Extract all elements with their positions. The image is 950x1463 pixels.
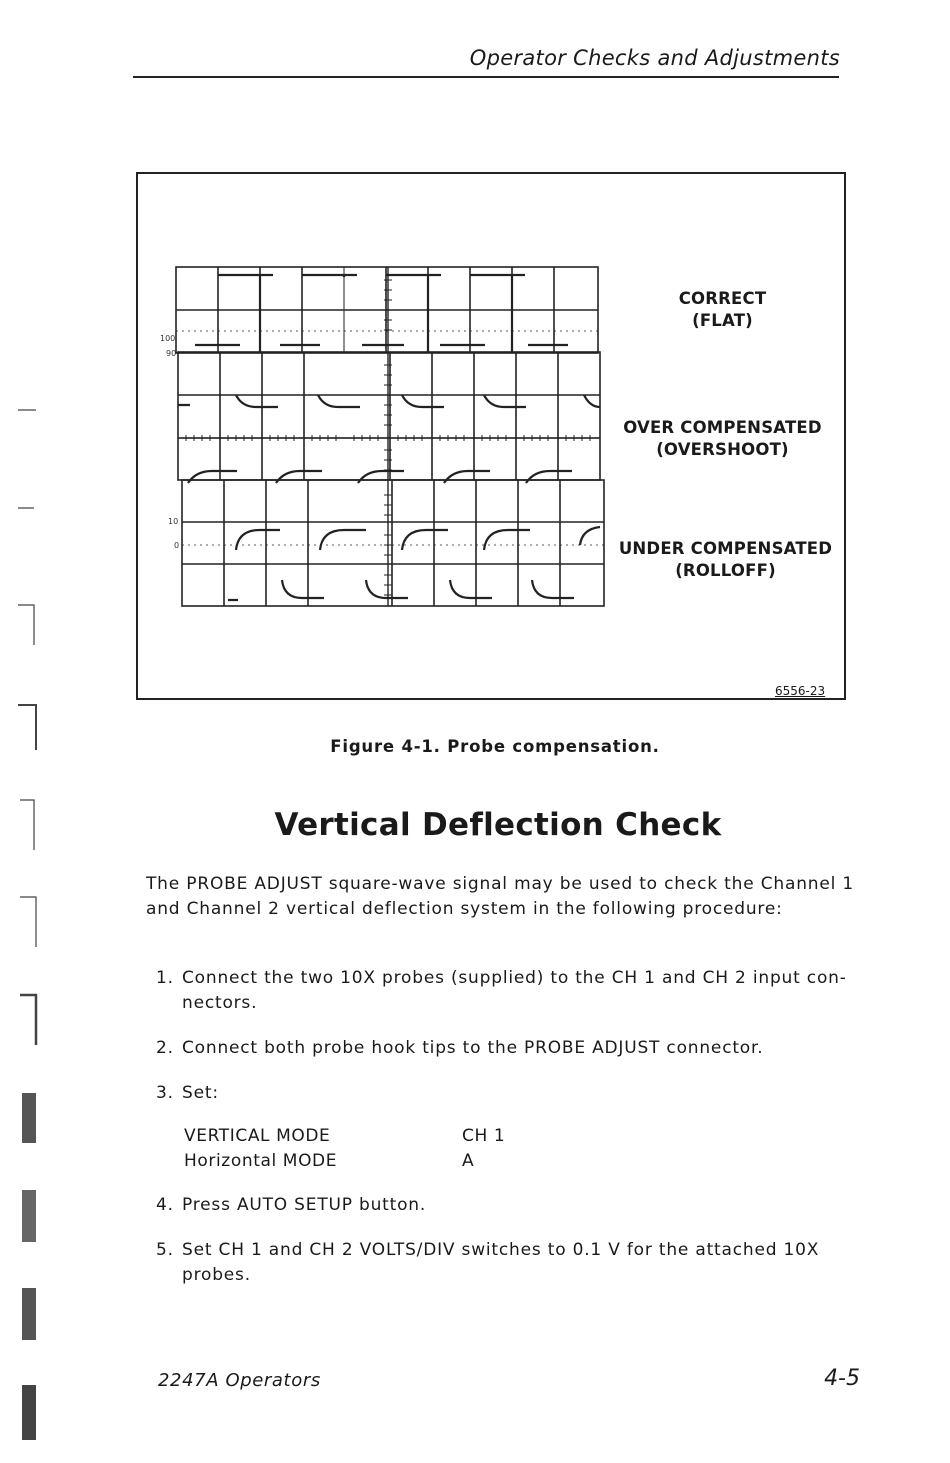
step-number: 1. [156,968,174,988]
label-under-line2: (ROLLOFF) [675,561,776,580]
label-under-compensated [608,538,843,582]
scale-mark-0: 0 [174,541,180,550]
step-number: 4. [156,1195,174,1215]
step-text: Connect the two 10X probes (supplied) to the CH 1 and CH 2 input con- [182,968,847,988]
label-correct-line1: CORRECT [678,289,767,308]
step-text-cont: nectors. [182,993,258,1013]
scan-edge-marks [0,0,40,1463]
step-text: Connect both probe hook tips to the PROBE ADJUST connector. [182,1038,764,1058]
step-number: 2. [156,1038,174,1058]
label-under-line1: UNDER COMPENSATED [618,539,833,558]
figure-id: 6556-23 [775,684,826,698]
step-text: Set CH 1 and CH 2 VOLTS/DIV switches to 0.1 V for the attached 10X [182,1240,820,1260]
footer-page-number: 4-5 [824,1366,860,1391]
step-4 [156,1193,862,1218]
setting-value-vertical-mode: CH 1 [462,1126,506,1146]
scale-mark-100: 100 [160,334,176,343]
intro-paragraph: The PROBE ADJUST square-wave signal may be used to check the Channel 1 and Channel 2 vertical deflection system in the following procedure: [146,874,854,919]
setting-value-horizontal-mode: A [462,1151,475,1171]
running-header: Operator Checks and Adjustments [469,46,840,70]
setting-name-horizontal-mode: Horizontal MODE [184,1151,338,1171]
scale-mark-90: 90 [166,349,177,358]
figure-caption: Figure 4-1. Probe compensation. [330,737,660,756]
step-1 [156,966,862,1016]
scope-waveforms-illustration [140,255,610,615]
step-text: Press AUTO SETUP button. [182,1195,427,1215]
step-2 [156,1036,862,1061]
section-title: Vertical Deflection Check [274,807,722,843]
scale-mark-10: 10 [168,517,179,526]
step-text: Set: [182,1083,219,1103]
setting-name-vertical-mode: VERTICAL MODE [184,1126,331,1146]
label-over-line2: (OVERSHOOT) [656,440,789,459]
step-number: 3. [156,1083,174,1103]
header-rule [133,76,839,78]
label-correct [630,288,815,332]
footer-manual-title: 2247A Operators [158,1370,321,1391]
step-text-cont: probes. [182,1265,251,1285]
step-5 [156,1238,862,1288]
label-correct-line2: (FLAT) [692,311,753,330]
step-number: 5. [156,1240,174,1260]
label-over-line1: OVER COMPENSATED [623,418,822,437]
label-over-compensated [610,417,835,461]
step-3 [156,1081,862,1106]
